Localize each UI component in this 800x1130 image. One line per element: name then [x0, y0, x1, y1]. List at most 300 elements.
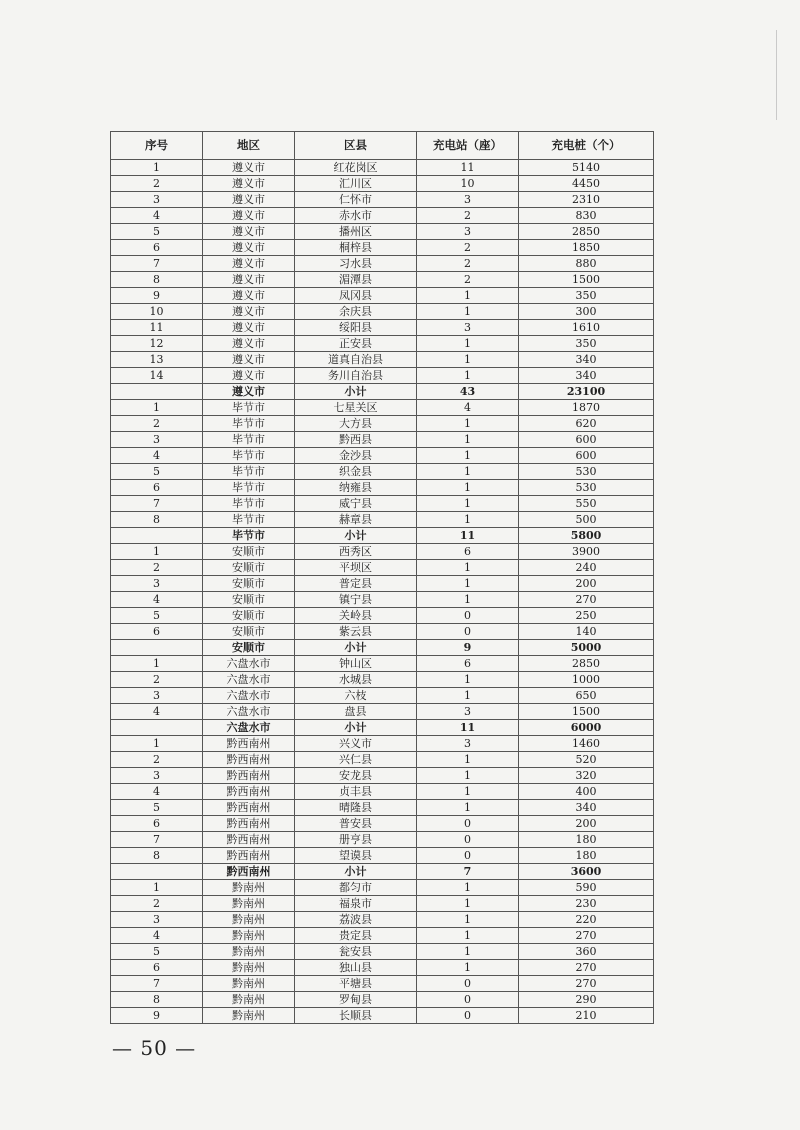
table-header-row: [111, 132, 654, 160]
cell-stations: 3: [417, 224, 519, 240]
cell-piles: 290: [519, 992, 654, 1008]
cell-stations: 1: [417, 800, 519, 816]
cell-region: 遵义市: [203, 288, 295, 304]
cell-stations: 9: [417, 640, 519, 656]
cell-stations: 1: [417, 944, 519, 960]
cell-piles: 500: [519, 512, 654, 528]
table-row: [111, 224, 654, 240]
cell-county: 册亨县: [295, 832, 417, 848]
cell-county: 福泉市: [295, 896, 417, 912]
header-stations: 充电站（座）: [417, 132, 519, 160]
cell-no: 1: [111, 656, 203, 672]
cell-region: 安顺市: [203, 608, 295, 624]
cell-region: 安顺市: [203, 624, 295, 640]
cell-stations: 1: [417, 352, 519, 368]
cell-no: 8: [111, 272, 203, 288]
table-row: [111, 1008, 654, 1024]
cell-county: 平坝区: [295, 560, 417, 576]
cell-piles: 270: [519, 976, 654, 992]
cell-stations: 1: [417, 416, 519, 432]
table-row: [111, 880, 654, 896]
cell-piles: 270: [519, 592, 654, 608]
table-row: [111, 304, 654, 320]
cell-piles: 270: [519, 928, 654, 944]
table-row: [111, 912, 654, 928]
cell-region: 遵义市: [203, 208, 295, 224]
cell-no: 2: [111, 752, 203, 768]
cell-piles: 2850: [519, 656, 654, 672]
cell-stations: 2: [417, 272, 519, 288]
cell-region: 毕节市: [203, 416, 295, 432]
table-row: [111, 544, 654, 560]
cell-county: 小计: [295, 640, 417, 656]
cell-stations: 1: [417, 784, 519, 800]
cell-stations: 1: [417, 496, 519, 512]
cell-county: 长顺县: [295, 1008, 417, 1024]
cell-county: 普定县: [295, 576, 417, 592]
cell-piles: 5140: [519, 160, 654, 176]
cell-stations: 0: [417, 848, 519, 864]
cell-county: 水城县: [295, 672, 417, 688]
cell-piles: 1850: [519, 240, 654, 256]
cell-region: 毕节市: [203, 448, 295, 464]
cell-no: 8: [111, 512, 203, 528]
cell-piles: 550: [519, 496, 654, 512]
cell-county: 正安县: [295, 336, 417, 352]
table-row: [111, 944, 654, 960]
cell-stations: 1: [417, 576, 519, 592]
cell-county: 大方县: [295, 416, 417, 432]
cell-no: [111, 384, 203, 400]
table-body: [111, 160, 654, 1024]
subtotal-row: [111, 384, 654, 400]
cell-stations: 2: [417, 240, 519, 256]
cell-no: 9: [111, 288, 203, 304]
cell-stations: 1: [417, 896, 519, 912]
table-row: [111, 400, 654, 416]
table-row: [111, 816, 654, 832]
cell-no: 7: [111, 976, 203, 992]
table-row: [111, 464, 654, 480]
cell-stations: 0: [417, 992, 519, 1008]
cell-stations: 1: [417, 512, 519, 528]
cell-stations: 43: [417, 384, 519, 400]
cell-region: 遵义市: [203, 336, 295, 352]
table-row: [111, 992, 654, 1008]
cell-region: 遵义市: [203, 368, 295, 384]
table-row: [111, 272, 654, 288]
cell-region: 黔南州: [203, 880, 295, 896]
cell-region: 毕节市: [203, 528, 295, 544]
cell-piles: 3600: [519, 864, 654, 880]
table-row: [111, 576, 654, 592]
cell-piles: 230: [519, 896, 654, 912]
cell-county: 道真自治县: [295, 352, 417, 368]
table-row: [111, 768, 654, 784]
cell-no: 6: [111, 816, 203, 832]
cell-no: 13: [111, 352, 203, 368]
cell-stations: 6: [417, 656, 519, 672]
cell-region: 黔西南州: [203, 864, 295, 880]
cell-county: 小计: [295, 720, 417, 736]
cell-piles: 530: [519, 480, 654, 496]
cell-region: 黔南州: [203, 960, 295, 976]
cell-no: 2: [111, 416, 203, 432]
cell-piles: 4450: [519, 176, 654, 192]
cell-no: 6: [111, 480, 203, 496]
table-row: [111, 352, 654, 368]
table-row: [111, 432, 654, 448]
cell-piles: 250: [519, 608, 654, 624]
cell-region: 毕节市: [203, 464, 295, 480]
cell-piles: 350: [519, 336, 654, 352]
cell-county: 赤水市: [295, 208, 417, 224]
cell-no: 4: [111, 784, 203, 800]
cell-no: 8: [111, 848, 203, 864]
cell-county: 凤冈县: [295, 288, 417, 304]
cell-piles: 140: [519, 624, 654, 640]
cell-no: 5: [111, 224, 203, 240]
cell-stations: 1: [417, 688, 519, 704]
cell-county: 平塘县: [295, 976, 417, 992]
cell-region: 六盘水市: [203, 704, 295, 720]
table-row: [111, 336, 654, 352]
table-row: [111, 512, 654, 528]
cell-county: 湄潭县: [295, 272, 417, 288]
cell-piles: 350: [519, 288, 654, 304]
cell-no: 5: [111, 800, 203, 816]
cell-county: 兴仁县: [295, 752, 417, 768]
cell-stations: 1: [417, 464, 519, 480]
cell-county: 望谟县: [295, 848, 417, 864]
cell-stations: 0: [417, 608, 519, 624]
cell-piles: 5800: [519, 528, 654, 544]
table-row: [111, 784, 654, 800]
cell-piles: 530: [519, 464, 654, 480]
cell-region: 遵义市: [203, 256, 295, 272]
header-region: 地区: [203, 132, 295, 160]
cell-county: 小计: [295, 528, 417, 544]
cell-stations: 1: [417, 560, 519, 576]
cell-piles: 360: [519, 944, 654, 960]
cell-stations: 1: [417, 912, 519, 928]
cell-region: 遵义市: [203, 352, 295, 368]
cell-county: 独山县: [295, 960, 417, 976]
cell-piles: 200: [519, 576, 654, 592]
cell-piles: 200: [519, 816, 654, 832]
cell-piles: 210: [519, 1008, 654, 1024]
cell-region: 黔南州: [203, 992, 295, 1008]
table-row: [111, 320, 654, 336]
cell-no: 7: [111, 496, 203, 512]
cell-county: 贞丰县: [295, 784, 417, 800]
cell-region: 安顺市: [203, 640, 295, 656]
cell-stations: 1: [417, 928, 519, 944]
cell-region: 安顺市: [203, 592, 295, 608]
cell-county: 小计: [295, 864, 417, 880]
cell-no: [111, 528, 203, 544]
cell-region: 毕节市: [203, 432, 295, 448]
cell-region: 遵义市: [203, 320, 295, 336]
cell-stations: 11: [417, 160, 519, 176]
table-row: [111, 752, 654, 768]
cell-region: 黔南州: [203, 896, 295, 912]
cell-no: 1: [111, 400, 203, 416]
cell-region: 遵义市: [203, 192, 295, 208]
cell-region: 毕节市: [203, 496, 295, 512]
cell-no: 9: [111, 1008, 203, 1024]
header-piles: 充电桩（个）: [519, 132, 654, 160]
cell-county: 普安县: [295, 816, 417, 832]
cell-county: 荔波县: [295, 912, 417, 928]
cell-county: 红花岗区: [295, 160, 417, 176]
table-row: [111, 448, 654, 464]
cell-county: 晴隆县: [295, 800, 417, 816]
cell-county: 六枝: [295, 688, 417, 704]
cell-region: 遵义市: [203, 384, 295, 400]
cell-stations: 0: [417, 624, 519, 640]
cell-stations: 1: [417, 880, 519, 896]
cell-region: 遵义市: [203, 304, 295, 320]
cell-region: 安顺市: [203, 544, 295, 560]
cell-region: 六盘水市: [203, 720, 295, 736]
cell-region: 黔西南州: [203, 816, 295, 832]
cell-region: 黔西南州: [203, 752, 295, 768]
cell-no: 8: [111, 992, 203, 1008]
cell-county: 播州区: [295, 224, 417, 240]
table-row: [111, 688, 654, 704]
cell-piles: 23100: [519, 384, 654, 400]
table-row: [111, 288, 654, 304]
cell-county: 西秀区: [295, 544, 417, 560]
cell-stations: 3: [417, 736, 519, 752]
cell-stations: 1: [417, 480, 519, 496]
table-row: [111, 928, 654, 944]
cell-piles: 340: [519, 352, 654, 368]
cell-no: 2: [111, 896, 203, 912]
table-row: [111, 192, 654, 208]
cell-no: 11: [111, 320, 203, 336]
table-row: [111, 592, 654, 608]
cell-stations: 11: [417, 528, 519, 544]
cell-region: 黔西南州: [203, 768, 295, 784]
cell-region: 黔南州: [203, 944, 295, 960]
cell-region: 安顺市: [203, 576, 295, 592]
cell-region: 黔西南州: [203, 736, 295, 752]
cell-region: 安顺市: [203, 560, 295, 576]
cell-county: 贵定县: [295, 928, 417, 944]
cell-county: 兴义市: [295, 736, 417, 752]
cell-piles: 400: [519, 784, 654, 800]
cell-piles: 1460: [519, 736, 654, 752]
cell-stations: 4: [417, 400, 519, 416]
cell-stations: 7: [417, 864, 519, 880]
cell-county: 习水县: [295, 256, 417, 272]
cell-stations: 10: [417, 176, 519, 192]
cell-region: 六盘水市: [203, 688, 295, 704]
cell-region: 黔南州: [203, 928, 295, 944]
cell-county: 纳雍县: [295, 480, 417, 496]
cell-no: 4: [111, 448, 203, 464]
cell-stations: 2: [417, 208, 519, 224]
cell-piles: 600: [519, 432, 654, 448]
cell-region: 黔西南州: [203, 848, 295, 864]
table-row: [111, 896, 654, 912]
cell-county: 钟山区: [295, 656, 417, 672]
cell-region: 黔西南州: [203, 832, 295, 848]
table-row: [111, 480, 654, 496]
cell-stations: 1: [417, 368, 519, 384]
cell-county: 紫云县: [295, 624, 417, 640]
cell-county: 瓮安县: [295, 944, 417, 960]
cell-stations: 0: [417, 816, 519, 832]
cell-no: 5: [111, 944, 203, 960]
cell-no: 4: [111, 704, 203, 720]
cell-region: 遵义市: [203, 272, 295, 288]
cell-no: 2: [111, 560, 203, 576]
charging-table: [110, 131, 654, 1024]
table-row: [111, 608, 654, 624]
cell-county: 安龙县: [295, 768, 417, 784]
cell-county: 罗甸县: [295, 992, 417, 1008]
header-no: 序号: [111, 132, 203, 160]
cell-no: 3: [111, 688, 203, 704]
cell-piles: 2310: [519, 192, 654, 208]
cell-no: 5: [111, 464, 203, 480]
cell-piles: 1500: [519, 704, 654, 720]
table-row: [111, 800, 654, 816]
cell-county: 绥阳县: [295, 320, 417, 336]
cell-stations: 3: [417, 704, 519, 720]
cell-piles: 880: [519, 256, 654, 272]
table-row: [111, 960, 654, 976]
cell-piles: 5000: [519, 640, 654, 656]
cell-no: 5: [111, 608, 203, 624]
cell-no: [111, 864, 203, 880]
cell-county: 汇川区: [295, 176, 417, 192]
cell-region: 六盘水市: [203, 656, 295, 672]
cell-no: 4: [111, 208, 203, 224]
cell-county: 小计: [295, 384, 417, 400]
subtotal-row: [111, 640, 654, 656]
cell-county: 七星关区: [295, 400, 417, 416]
cell-no: 3: [111, 192, 203, 208]
cell-region: 毕节市: [203, 480, 295, 496]
cell-county: 桐梓县: [295, 240, 417, 256]
table-row: [111, 208, 654, 224]
cell-stations: 1: [417, 304, 519, 320]
table-row: [111, 176, 654, 192]
cell-no: 6: [111, 240, 203, 256]
cell-piles: 3900: [519, 544, 654, 560]
subtotal-row: [111, 528, 654, 544]
cell-piles: 6000: [519, 720, 654, 736]
cell-piles: 520: [519, 752, 654, 768]
cell-region: 毕节市: [203, 400, 295, 416]
cell-stations: 1: [417, 768, 519, 784]
subtotal-row: [111, 720, 654, 736]
page-edge-line: [776, 30, 777, 120]
cell-piles: 240: [519, 560, 654, 576]
cell-region: 黔南州: [203, 912, 295, 928]
table-row: [111, 624, 654, 640]
cell-piles: 270: [519, 960, 654, 976]
cell-no: 3: [111, 576, 203, 592]
cell-no: 4: [111, 592, 203, 608]
cell-no: 2: [111, 176, 203, 192]
cell-region: 黔南州: [203, 976, 295, 992]
cell-stations: 1: [417, 288, 519, 304]
cell-region: 遵义市: [203, 176, 295, 192]
header-county: 区县: [295, 132, 417, 160]
cell-piles: 1870: [519, 400, 654, 416]
cell-county: 务川自治县: [295, 368, 417, 384]
cell-region: 六盘水市: [203, 672, 295, 688]
cell-no: 6: [111, 960, 203, 976]
cell-stations: 6: [417, 544, 519, 560]
table-row: [111, 416, 654, 432]
cell-piles: 2850: [519, 224, 654, 240]
cell-county: 余庆县: [295, 304, 417, 320]
cell-county: 威宁县: [295, 496, 417, 512]
cell-region: 黔南州: [203, 1008, 295, 1024]
cell-stations: 1: [417, 448, 519, 464]
cell-no: [111, 720, 203, 736]
cell-stations: 11: [417, 720, 519, 736]
page-number: — 50 —: [112, 1036, 197, 1060]
cell-piles: 220: [519, 912, 654, 928]
cell-piles: 300: [519, 304, 654, 320]
table-row: [111, 736, 654, 752]
cell-region: 遵义市: [203, 240, 295, 256]
cell-region: 遵义市: [203, 160, 295, 176]
cell-county: 赫章县: [295, 512, 417, 528]
cell-no: 14: [111, 368, 203, 384]
cell-piles: 620: [519, 416, 654, 432]
table-row: [111, 704, 654, 720]
cell-region: 黔西南州: [203, 800, 295, 816]
cell-region: 遵义市: [203, 224, 295, 240]
cell-piles: 650: [519, 688, 654, 704]
cell-stations: 0: [417, 832, 519, 848]
cell-no: 12: [111, 336, 203, 352]
cell-county: 镇宁县: [295, 592, 417, 608]
cell-no: 3: [111, 432, 203, 448]
cell-piles: 1500: [519, 272, 654, 288]
cell-no: 1: [111, 880, 203, 896]
table-row: [111, 976, 654, 992]
cell-no: 3: [111, 768, 203, 784]
cell-no: 7: [111, 256, 203, 272]
cell-county: 织金县: [295, 464, 417, 480]
cell-no: 1: [111, 544, 203, 560]
cell-no: 1: [111, 736, 203, 752]
table-row: [111, 368, 654, 384]
cell-stations: 3: [417, 320, 519, 336]
cell-stations: 1: [417, 432, 519, 448]
cell-no: 10: [111, 304, 203, 320]
cell-piles: 600: [519, 448, 654, 464]
table-row: [111, 240, 654, 256]
table-row: [111, 832, 654, 848]
cell-piles: 830: [519, 208, 654, 224]
cell-stations: 1: [417, 672, 519, 688]
cell-piles: 590: [519, 880, 654, 896]
cell-piles: 340: [519, 800, 654, 816]
cell-stations: 2: [417, 256, 519, 272]
cell-no: [111, 640, 203, 656]
cell-no: 7: [111, 832, 203, 848]
